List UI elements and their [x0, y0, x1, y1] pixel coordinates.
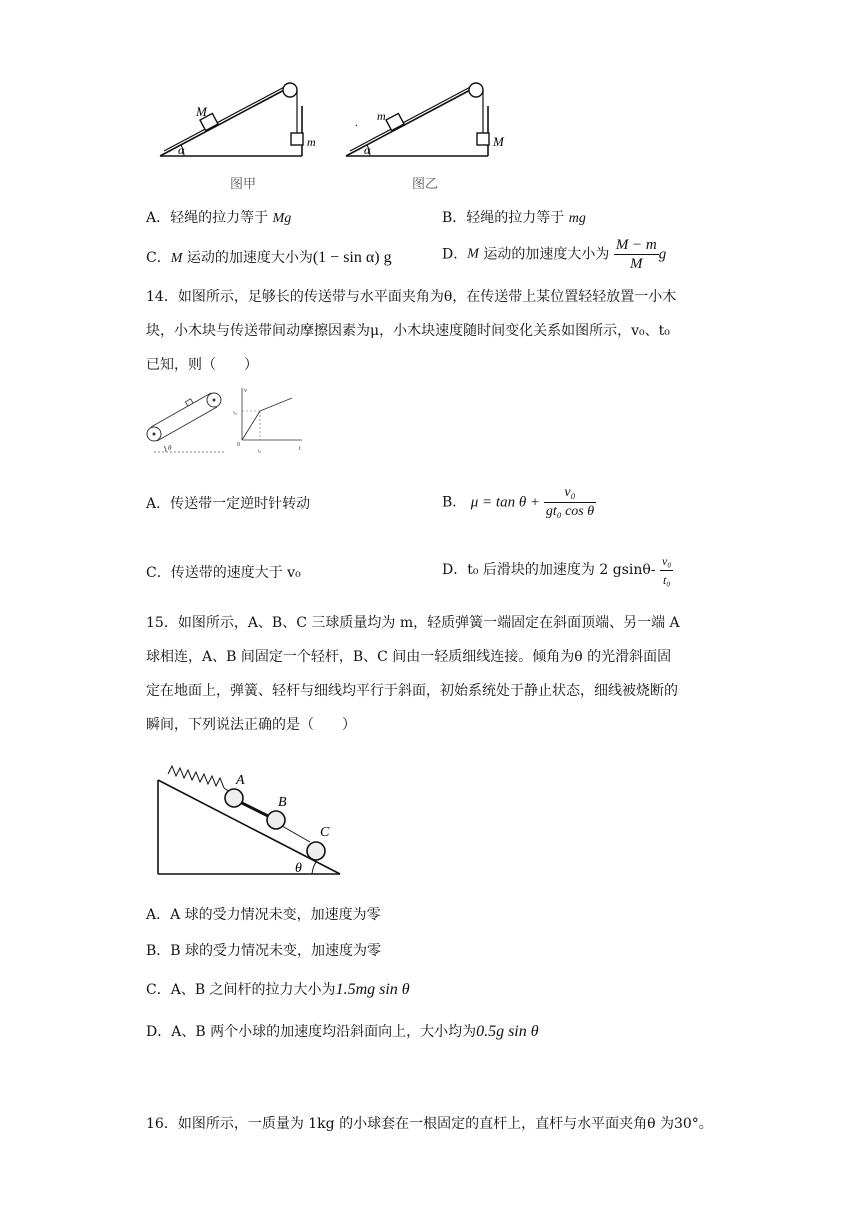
label-b: B: [278, 795, 287, 810]
q14-option-b-lhs: μ = tan θ +: [470, 494, 544, 511]
ball-a: [225, 789, 243, 807]
caption-jia: 图甲: [230, 177, 257, 192]
graph-v0: v₀: [233, 411, 238, 416]
q14-stem-line1: 14．如图所示，足够长的传送带与水平面夹角为θ，在传送带上某位置轻轻放置一小木: [146, 289, 677, 305]
q13-option-b-prefix: B．轻绳的拉力等于: [442, 210, 569, 226]
spring: [168, 766, 230, 792]
q13-option-c: [146, 248, 392, 269]
q13-option-d-tail: g: [658, 246, 667, 263]
string-bc: [282, 826, 310, 842]
label-a: A: [236, 773, 245, 788]
q15-option-d: [146, 1022, 539, 1042]
q15-stem-line4: 瞬间，下列说法正确的是（ ）: [146, 717, 356, 733]
q13-option-d: [442, 236, 666, 273]
ball-b: [267, 811, 285, 829]
caption-yi: 图乙: [412, 177, 439, 192]
q14-option-b-den: gt₀ cos θ: [545, 504, 595, 519]
graph-origin: 0: [237, 442, 240, 448]
q14-option-d: [442, 552, 673, 589]
q15-option-d-prefix: D．A、B 两个小球的加速度均沿斜面向上，大小均为: [146, 1024, 477, 1040]
q14-stem-line2: 块，小木块与传送带间动摩擦因素为μ，小木块速度随时间变化关系如图所示，v₀、t₀: [146, 323, 670, 339]
q14-option-d-num: v₀: [660, 552, 674, 571]
q13-option-a: [146, 208, 291, 229]
q13-option-b: [442, 208, 586, 229]
q15-option-b: B．B 球的受力情况未变，加速度为零: [146, 943, 382, 959]
ball-c: [307, 842, 325, 860]
q13-option-c-expr: (1 − sin α) g: [312, 249, 392, 266]
label-c: C: [320, 825, 330, 840]
q14-option-d-den: t₀: [662, 573, 671, 587]
q15-option-d-expr: 0.5g sin θ: [476, 1023, 539, 1040]
q13-option-d-fraction: [614, 236, 659, 273]
label-M-jia: M: [196, 104, 207, 119]
q14-option-b-fraction: [544, 484, 596, 521]
q14-option-b-num: v₀: [544, 484, 596, 503]
q14-option-b: [442, 484, 596, 521]
q14-stem-line3: 已知，则（ ）: [146, 357, 258, 373]
figure-q15: [150, 756, 350, 881]
q13-option-a-var: Mg: [272, 211, 292, 226]
label-m-jia: m: [307, 135, 316, 149]
q13-option-d-mid: 运动的加速度大小为: [478, 246, 610, 263]
q15-option-c-expr: 1.5mg sin θ: [335, 981, 410, 998]
q13-option-c-prefix: C．: [146, 250, 171, 266]
q14-option-d-prefix: D．t₀ 后滑块的加速度为 2 gsinθ-: [442, 562, 656, 578]
q13-option-c-var: M: [170, 251, 183, 266]
dot-yi: .: [355, 115, 358, 129]
q15-option-a: A．A 球的受力情况未变，加速度为零: [146, 907, 381, 923]
q14-option-d-fraction: [660, 552, 674, 589]
q16-stem-line1: 16．如图所示，一质量为 1kg 的小球套在一根固定的直杆上，直杆与水平面夹角θ 为30°。: [146, 1116, 713, 1132]
figure-q14: [142, 384, 312, 460]
graph-t-axis: t: [299, 446, 301, 452]
q15-stem-line2: 球相连，A、B 间固定一个轻杆，B、C 间由一轻质细线连接。倾角为θ 的光滑斜面固: [146, 649, 672, 665]
conveyor-belt: [147, 393, 224, 452]
label-M-yi: M: [493, 134, 504, 149]
rod-ab: [240, 802, 272, 818]
q15-option-c-prefix: C．A、B 之间杆的拉力大小为: [146, 982, 336, 998]
q13-option-a-prefix: A．轻绳的拉力等于: [146, 210, 273, 226]
q15-stem-line3: 定在地面上，弹簧、轻杆与细线均平行于斜面，初始系统处于静止状态，细线被烧断的: [146, 683, 678, 699]
q13-option-d-den: M: [630, 256, 643, 272]
figure-q13: [150, 78, 530, 198]
conveyor-theta: θ: [168, 444, 172, 452]
label-theta: θ: [295, 861, 302, 876]
q14-option-a: A．传送带一定逆时针转动: [146, 496, 311, 512]
angle-label-jia: α: [178, 143, 185, 157]
q15-option-c: [146, 980, 410, 1000]
q13-option-d-prefix: D．: [442, 246, 468, 263]
q13-option-c-mid: 运动的加速度大小为: [182, 250, 313, 266]
angle-label-yi: α: [364, 143, 371, 157]
vt-graph: [242, 388, 302, 440]
q14-option-c: C．传送带的速度大于 v₀: [146, 565, 301, 581]
q13-option-d-var: M: [467, 246, 479, 262]
q15-stem-line1: 15．如图所示，A、B、C 三球质量均为 m，轻质弹簧一端固定在斜面顶端、另一端 A: [146, 615, 680, 631]
graph-t0: t₀: [258, 449, 262, 454]
q13-option-d-num: M − m: [615, 237, 657, 253]
q14-option-b-prefix: B．: [442, 494, 467, 511]
q13-option-b-var: mg: [568, 211, 586, 226]
label-m-yi: m: [377, 109, 386, 123]
graph-v-axis: v: [244, 388, 247, 394]
